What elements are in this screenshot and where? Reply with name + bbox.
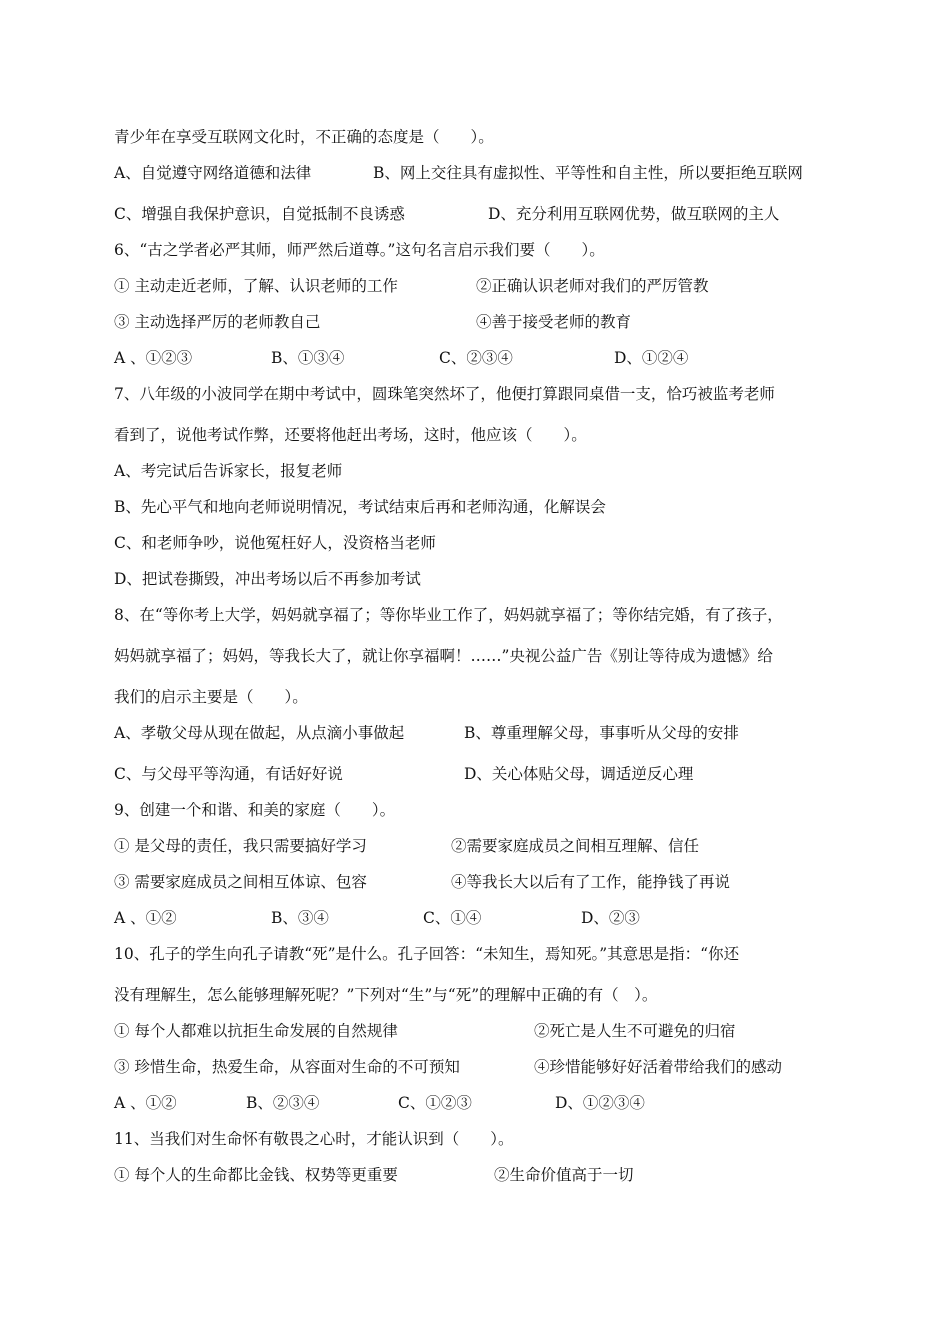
question-6-options	[114, 348, 874, 368]
question-10-option-d: D、①②③④	[555, 1094, 645, 1112]
question-7-option-d: D、把试卷撕毁，冲出考场以后不再参加考试	[114, 570, 421, 588]
question-9-option-a: A 、①②	[114, 909, 177, 927]
question-6-option-b: B、①③④	[271, 349, 345, 367]
question-6-statement-3: ③ 主动选择严厉的老师教自己	[114, 313, 321, 331]
question-5-stem: 青少年在享受互联网文化时，不正确的态度是（ ）。	[114, 128, 494, 146]
question-9-statement-3: ③ 需要家庭成员之间相互体谅、包容	[114, 873, 367, 891]
question-10-stem-line-1: 10、孔子的学生向孔子请教“死”是什么。孔子回答：“未知生，焉知死。”其意思是指：“你还	[114, 945, 740, 963]
question-9-statement-2: ②需要家庭成员之间相互理解、信任	[451, 837, 700, 855]
question-5-options-cd	[114, 204, 874, 224]
question-6-option-d: D、①②④	[614, 349, 689, 367]
question-6-option-a: A 、①②③	[114, 349, 193, 367]
question-5-option-c: C、增强自我保护意识，自觉抵制不良诱惑	[114, 205, 405, 223]
question-9-statements-34	[114, 872, 874, 892]
question-10-statement-1: ① 每个人都难以抗拒生命发展的自然规律	[114, 1022, 398, 1040]
question-10-option-a: A 、①②	[114, 1094, 177, 1112]
question-6-stem: 6、“古之学者必严其师，师严然后道尊。”这句名言启示我们要（ ）。	[114, 241, 605, 259]
question-8-stem-line-2: 妈妈就享福了；妈妈，等我长大了，就让你享福啊！……”央视公益广告《别让等待成为遗憾》给	[114, 647, 773, 665]
question-11-stem: 11、当我们对生命怀有敬畏之心时，才能认识到（ ）。	[114, 1130, 514, 1148]
question-9-option-b: B、③④	[271, 909, 329, 927]
question-8-options-ab	[114, 723, 874, 743]
question-7-stem-line-1: 7、八年级的小波同学在期中考试中，圆珠笔突然坏了，他便打算跟同桌借一支，恰巧被监考老师	[114, 385, 775, 403]
question-5-options-ab	[114, 163, 874, 183]
question-6-statement-4: ④善于接受老师的教育	[476, 313, 632, 331]
question-8-option-b: B、尊重理解父母，事事听从父母的安排	[464, 724, 739, 742]
question-10-statements-12	[114, 1021, 874, 1041]
question-8-option-a: A、孝敬父母从现在做起，从点滴小事做起	[114, 724, 405, 742]
question-10-statement-3: ③ 珍惜生命，热爱生命，从容面对生命的不可预知	[114, 1058, 460, 1076]
question-9-option-c: C、①④	[423, 909, 482, 927]
question-7-option-a: A、考完试后告诉家长，报复老师	[114, 462, 343, 480]
question-5-option-b: B、网上交往具有虚拟性、平等性和自主性，所以要拒绝互联网	[373, 164, 803, 182]
question-10-statements-34	[114, 1057, 874, 1077]
question-7-option-c: C、和老师争吵，说他冤枉好人，没资格当老师	[114, 534, 436, 552]
question-10-option-c: C、①②③	[398, 1094, 472, 1112]
question-9-statements-12	[114, 836, 874, 856]
question-10-stem-line-2: 没有理解生，怎么能够理解死呢？”下列对“生”与“死”的理解中正确的有（ ）。	[114, 986, 658, 1004]
question-6-option-c: C、②③④	[439, 349, 513, 367]
question-8-stem-line-1: 8、在“等你考上大学，妈妈就享福了；等你毕业工作了，妈妈就享福了；等你结完婚，有了孩子，	[114, 606, 783, 624]
question-6-statements-34	[114, 312, 874, 332]
question-11-statement-2: ②生命价值高于一切	[494, 1166, 634, 1184]
question-10-options	[114, 1093, 874, 1113]
question-8-option-c: C、与父母平等沟通，有话好好说	[114, 765, 343, 783]
question-7-option-b: B、先心平气和地向老师说明情况，考试结束后再和老师沟通，化解误会	[114, 498, 606, 516]
question-9-statement-4: ④等我长大以后有了工作，能挣钱了再说	[451, 873, 731, 891]
question-10-statement-4: ④珍惜能够好好活着带给我们的感动	[534, 1058, 783, 1076]
question-8-stem-line-3: 我们的启示主要是（ ）。	[114, 688, 308, 706]
question-11-statement-1: ① 每个人的生命都比金钱、权势等更重要	[114, 1166, 398, 1184]
question-10-statement-2: ②死亡是人生不可避免的归宿	[534, 1022, 736, 1040]
question-6-statements-12	[114, 276, 874, 296]
question-11-statements-12	[114, 1165, 874, 1185]
question-9-options	[114, 908, 874, 928]
question-5-option-d: D、充分利用互联网优势，做互联网的主人	[488, 205, 780, 223]
question-8-options-cd	[114, 764, 874, 784]
question-10-option-b: B、②③④	[246, 1094, 320, 1112]
question-8-option-d: D、关心体贴父母，调适逆反心理	[464, 765, 694, 783]
question-6-statement-1: ① 主动走近老师，了解、认识老师的工作	[114, 277, 398, 295]
question-7-stem-line-2: 看到了，说他考试作弊，还要将他赶出考场，这时，他应该（ ）。	[114, 426, 587, 444]
question-9-option-d: D、②③	[581, 909, 640, 927]
question-9-statement-1: ① 是父母的责任，我只需要搞好学习	[114, 837, 367, 855]
question-6-statement-2: ②正确认识老师对我们的严厉管教	[476, 277, 709, 295]
question-5-option-a: A、自觉遵守网络道德和法律	[114, 164, 312, 182]
question-9-stem: 9、创建一个和谐、和美的家庭（ ）。	[114, 801, 396, 819]
